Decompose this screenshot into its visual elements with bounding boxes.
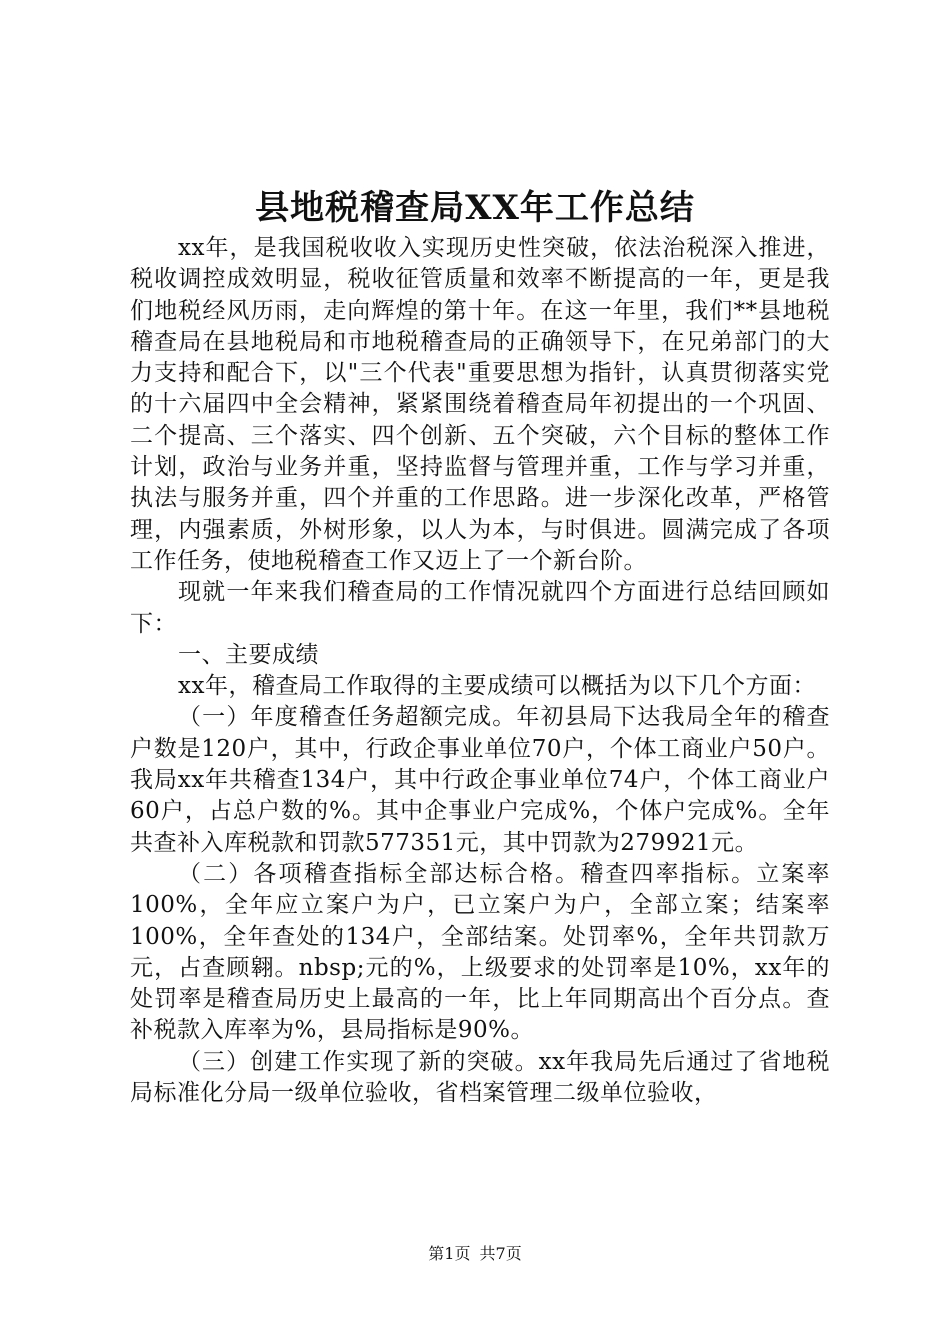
paragraph-item-1: （一）年度稽查任务超额完成。年初县局下达我局全年的稽查户数是120户，其中，行政企事业单位70户，个体工商业户50户。我局xx年共稽查134户，其中行政企事业单位74户，个体工商业户60户，占总户数的%。其中企事业户完成%，个体户完成%。全年共查补入库税款和罚款577351元，其中罚款为279921元。 xyxy=(130,704,830,856)
paragraph-item-2: （二）各项稽查指标全部达标合格。稽查四率指标。立案率100%，全年应立案户为户，已立案户为户，全部立案；结案率100%，全年查处的134户，全部结案。处罚率%，全年共罚款万元，占查顾翱。nbsp;元的%，上级要求的处罚率是10%，xx年的处罚率是稽查局历史上最高的一年，比上年同期高出个百分点。查补税款入库率为%，县局指标是90%。 xyxy=(130,860,830,1044)
paragraph-intro: xx年，是我国税收收入实现历史性突破，依法治税深入推进，税收调控成效明显，税收征管质量和效率不断提高的一年，更是我们地税经风历雨，走向辉煌的第十年。在这一年里，我们**县地税稽查局在县地税局和市地税稽查局的正确领导下，在兄弟部门的大力支持和配合下，以"三个代表"重要思想为指针，认真贯彻落实党的十六届四中全会精神，紧紧围绕着稽查局年初提出的一个巩固、二个提高、三个落实、四个创新、五个突破，六个目标的整体工作计划，政治与业务并重，坚持监督与管理并重，工作与学习并重，执法与服务并重，四个并重的工作思路。进一步深化改革，严格管理，内强素质，外树形象，以人为本，与时俱进。圆满完成了各项工作任务，使地税稽查工作又迈上了一个新台阶。 xyxy=(130,235,830,574)
document-title: 县地税稽查局XX年工作总结 xyxy=(255,188,695,228)
page-total: 共7页 xyxy=(479,1244,522,1263)
page-number: 第1页 xyxy=(428,1244,471,1263)
paragraph-item-3: （三）创建工作实现了新的突破。xx年我局先后通过了省地税局标准化分局一级单位验收，省档案管理二级单位验收， xyxy=(130,1048,830,1107)
paragraph-achievements-summary: xx年，稽查局工作取得的主要成绩可以概括为以下几个方面： xyxy=(178,673,816,700)
paragraph-overview: 现就一年来我们稽查局的工作情况就四个方面进行总结回顾如下： xyxy=(130,579,830,637)
section-heading-achievements: 一、主要成绩 xyxy=(178,641,319,668)
page-footer xyxy=(0,1244,950,1264)
document-body xyxy=(130,233,830,1109)
